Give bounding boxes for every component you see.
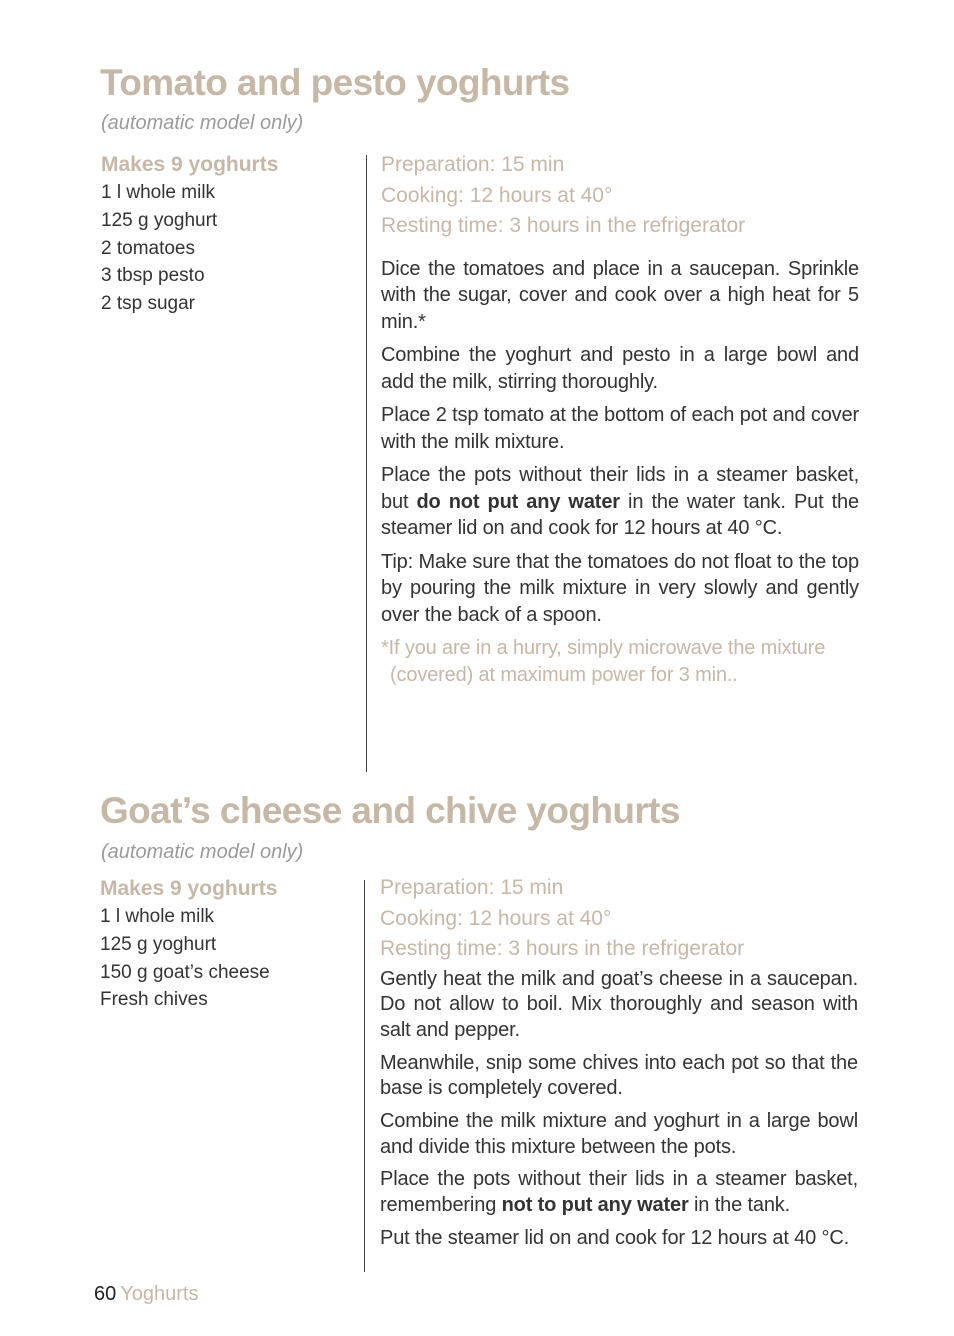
method-step: Dice the tomatoes and place in a saucepan. Sprinkle with the sugar, cover and cook over a high heat for 5 min.*	[381, 257, 859, 333]
ingredients-column	[101, 150, 351, 318]
column-divider	[366, 155, 367, 772]
ingredient-item: 125 g yoghurt	[100, 933, 217, 955]
section-name: Yoghurts	[120, 1283, 199, 1305]
emphasis-text: not to put any water	[501, 1194, 689, 1217]
ingredient-list	[100, 903, 350, 1014]
recipe-title: Tomato and pesto yoghurts	[100, 62, 570, 103]
column-divider	[364, 880, 365, 1272]
ingredient-item: 2 tomatoes	[101, 237, 195, 259]
footnote	[381, 635, 859, 689]
method-step: Put the steamer lid on and cook for 12 hours at 40 °C.	[380, 1226, 850, 1249]
ingredient-item: Fresh chives	[100, 989, 208, 1011]
recipe-subtitle: (automatic model only)	[101, 112, 304, 134]
ingredient-item: 3 tbsp pesto	[101, 265, 205, 287]
method-step: Gently heat the milk and goat’s cheese in a saucepan. Do not allow to boil. Mix thoroughly and season with salt and pepper.	[380, 967, 858, 1041]
method-step: Place 2 tsp tomato at the bottom of each pot and cover with the milk mixture.	[381, 404, 859, 453]
ingredient-item: 1 l whole milk	[100, 906, 215, 927]
method-step: Combine the yoghurt and pesto in a large bowl and add the milk, stirring thoroughly.	[381, 344, 859, 393]
footnote-line: (covered) at maximum power for 3 min..	[390, 664, 738, 686]
ingredient-item: 125 g yoghurt	[101, 209, 218, 231]
step-text: in the water tank. Put the steamer lid on and cook for 12 hours at 40 °C.	[381, 490, 859, 539]
resting-time: Resting time: 3 hours in the refrigerator	[381, 214, 746, 237]
method-step: Meanwhile, snip some chives into each pot so that the base is completely covered.	[380, 1051, 858, 1100]
ingredient-item: 1 l whole milk	[101, 182, 216, 203]
recipe-title: Goat’s cheese and chive yoghurts	[100, 790, 680, 831]
ingredient-item: 2 tsp sugar	[101, 293, 195, 315]
resting-time: Resting time: 3 hours in the refrigerator	[380, 937, 745, 960]
method-step	[380, 1167, 858, 1218]
yield-heading: Makes 9 yoghurts	[100, 877, 278, 900]
footnote-line: *If you are in a hurry, simply microwave the mixture	[381, 637, 826, 659]
recipe-subtitle: (automatic model only)	[101, 841, 304, 863]
step-text: Place the pots without their lids in a steamer basket, but	[381, 464, 859, 513]
page-number: 60	[94, 1283, 117, 1305]
preparation-time: Preparation: 15 min	[381, 153, 565, 176]
cooking-time: Cooking: 12 hours at 40°	[381, 183, 613, 207]
emphasis-text: do not put any water	[416, 490, 620, 513]
tip-text: Tip: Make sure that the tomatoes do not float to the top by pouring the milk mixture in very slowly and gently over the back of a spoon.	[381, 550, 859, 626]
page-footer	[94, 1283, 198, 1306]
method-column	[380, 873, 858, 1259]
ingredient-item: 150 g goat’s cheese	[100, 961, 270, 983]
method-step	[381, 462, 859, 542]
ingredient-list	[101, 179, 351, 318]
yield-heading: Makes 9 yoghurts	[101, 153, 279, 176]
method-column	[381, 150, 859, 689]
method-step: Combine the milk mixture and yoghurt in a large bowl and divide this mixture between the pots.	[380, 1110, 858, 1158]
cooking-time: Cooking: 12 hours at 40°	[380, 906, 612, 930]
preparation-time: Preparation: 15 min	[380, 876, 564, 899]
step-text: Place the pots without their lids in a steamer basket, remembering	[380, 1168, 858, 1217]
step-text: in the tank.	[688, 1194, 791, 1217]
ingredients-column	[100, 874, 350, 1014]
